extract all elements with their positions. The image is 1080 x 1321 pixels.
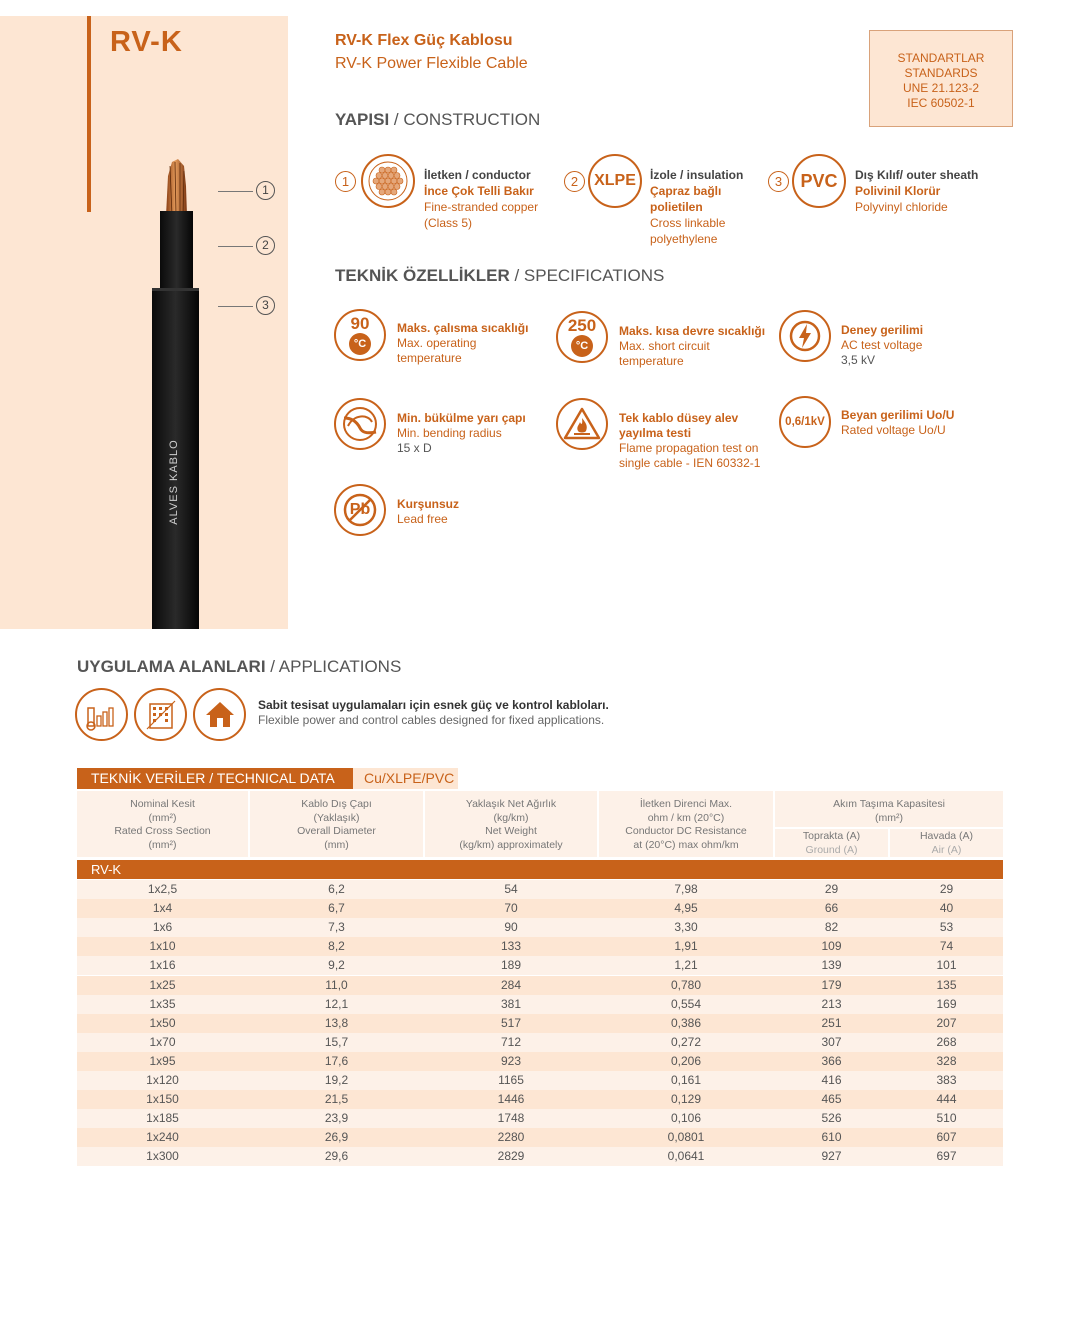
table-row: [77, 1033, 1003, 1052]
lead-free-icon: [334, 484, 386, 536]
cell-resistance: 1,91: [674, 939, 698, 954]
cell-ground-current: 416: [821, 1073, 842, 1087]
rated-voltage-icon: [779, 396, 831, 448]
cell-cross-section: 1x95: [149, 1053, 176, 1068]
header-line: (mm²): [148, 811, 177, 824]
spec-desc: Flame propagation test on: [619, 441, 759, 455]
construction-material-tr: Polivinil Klorür: [855, 184, 941, 198]
specifications-heading: [335, 266, 664, 286]
standard-item: IEC 60502-1: [907, 96, 975, 110]
spec-desc: AC test voltage: [841, 338, 923, 352]
spec-text-5: [619, 411, 769, 471]
rated-voltage-icon-text: 0,6/1kV: [785, 416, 825, 428]
construction-material-en: Fine-stranded copper: [424, 200, 539, 214]
header-resistance: [599, 791, 773, 857]
header-ground: [775, 829, 888, 857]
bending-radius-icon: [334, 398, 386, 450]
cell-air-current: 383: [936, 1073, 957, 1087]
header-line: Air (A): [931, 843, 962, 856]
construction-material-en: (Class 5): [424, 216, 473, 230]
cell-diameter: 23,9: [324, 1111, 349, 1126]
cell-ground-current: 465: [821, 1092, 842, 1107]
cell-air-current: 510: [936, 1111, 957, 1126]
cell-ground-current: 366: [821, 1053, 842, 1068]
spec-title: Tek kablo düsey alev yayılma testi: [619, 411, 739, 440]
table-row: [77, 1014, 1003, 1033]
cell-diameter: 13,8: [324, 1015, 349, 1030]
spec-desc: temperature: [619, 354, 684, 368]
cell-diameter: 29,6: [324, 1149, 349, 1164]
construction-type: İzole / insulation: [650, 168, 744, 182]
cell-ground-current: 251: [821, 1015, 842, 1030]
cell-cross-section: 1x240: [146, 1130, 179, 1145]
construction-type: Dış Kılıf/ outer sheath: [855, 168, 979, 182]
callout-num-3: 3: [256, 296, 275, 315]
cell-weight: 70: [504, 901, 518, 916]
cell-diameter: 11,0: [325, 977, 348, 992]
construction-material-en: polyethylene: [650, 232, 718, 246]
cell-diameter: 7,3: [328, 920, 345, 935]
header-line: (Yaklaşık): [313, 811, 360, 824]
spec-desc: temperature: [397, 351, 462, 365]
spec-title: Min. bükülme yarı çapı: [397, 411, 526, 425]
max-short-circuit-temp-icon: [556, 311, 608, 363]
callout-line-2: [218, 246, 253, 247]
cell-cross-section: 1x70: [149, 1034, 176, 1049]
cell-cross-section: 1x120: [146, 1073, 179, 1087]
header-weight: [425, 791, 597, 857]
header-line: (mm²): [148, 838, 177, 851]
cell-diameter: 19,2: [324, 1073, 349, 1087]
cell-cross-section: 1x2,5: [147, 882, 178, 896]
header-line: Overall Diameter: [297, 825, 376, 837]
cell-air-current: 135: [936, 977, 957, 992]
cell-resistance: 0,0801: [667, 1130, 705, 1145]
cell-air-current: 697: [936, 1149, 957, 1164]
construction-text-2: [650, 167, 760, 247]
callout-num-2: 2: [256, 236, 275, 255]
cell-resistance: 0,129: [670, 1092, 702, 1107]
header-line: Ground (A): [805, 843, 858, 856]
header-line: (kg/km) approximately: [459, 838, 563, 851]
cell-weight: 1165: [498, 1073, 524, 1087]
header-line: Akım Taşıma Kapasitesi: [833, 798, 945, 810]
cell-weight: 189: [500, 958, 522, 973]
header-line: (mm²): [875, 811, 903, 824]
header-line: Yaklaşık Net Ağırlık: [465, 798, 557, 810]
product-code: RV-K: [110, 26, 183, 58]
cell-resistance: 0,272: [670, 1034, 702, 1049]
construction-text-1: [424, 167, 554, 231]
temp-unit: °C: [349, 333, 371, 355]
product-title-en: RV-K Power Flexible Cable: [335, 55, 528, 72]
cell-diameter: 21,5: [324, 1092, 349, 1107]
spec-desc: Rated voltage Uo/U: [841, 423, 946, 437]
standards-label-en: STANDARDS: [904, 66, 978, 80]
spec-title: Beyan gerilimi Uo/U: [841, 408, 955, 422]
applications-text-en: Flexible power and control cables designed for fixed applications.: [258, 713, 605, 727]
cell-resistance: 4,95: [674, 901, 698, 916]
header-line: Nominal Kesit: [130, 798, 195, 810]
table-row: [77, 956, 1003, 975]
header-diameter: [250, 791, 423, 857]
spec-text-1: [397, 321, 547, 366]
cell-cross-section: 1x4: [152, 901, 173, 916]
cell-ground-current: 139: [821, 958, 842, 973]
industrial-application-icon: [75, 688, 128, 741]
cell-resistance: 3,30: [674, 920, 698, 935]
cell-weight: 284: [500, 977, 522, 992]
lead-free-icon-text: Pb: [349, 501, 371, 518]
cell-ground-current: 29: [824, 882, 839, 896]
header-line: at (20°C) max ohm/km: [633, 838, 739, 851]
cell-air-current: 53: [939, 920, 954, 935]
cell-ground-current: 526: [821, 1111, 842, 1126]
cell-resistance: 0,386: [670, 1015, 702, 1030]
cell-weight: 712: [500, 1034, 522, 1049]
cell-diameter: 6,7: [328, 901, 345, 916]
header-line: ohm / km (20°C): [647, 811, 725, 824]
table-row: [77, 995, 1003, 1014]
spec-title: Kurşunsuz: [397, 497, 460, 511]
specifications-heading-tr: TEKNİK ÖZELLİKLER: [335, 266, 510, 285]
construction-material-tr: İnce Çok Telli Bakır: [424, 184, 534, 198]
construction-heading-en: / CONSTRUCTION: [389, 110, 541, 129]
spec-title: Maks. çalısma sıcaklığı: [397, 321, 529, 335]
cell-resistance: 0,161: [670, 1073, 702, 1087]
table-row: [77, 1128, 1003, 1147]
cell-cross-section: 1x150: [146, 1092, 179, 1107]
spec-title: Deney gerilimi: [841, 323, 924, 337]
table-row: [77, 880, 1003, 899]
construction-num-2: 2: [564, 171, 585, 192]
construction-heading: [335, 110, 540, 130]
table-row: [77, 1071, 1003, 1090]
spec-desc: single cable - IEN 60332-1: [619, 456, 761, 470]
cell-ground-current: 82: [824, 920, 839, 935]
cell-diameter: 17,6: [324, 1053, 349, 1068]
header-line: (mm): [324, 838, 349, 851]
callout-line-1: [218, 191, 253, 192]
callout-line-3: [218, 306, 253, 307]
header-line: Toprakta (A): [802, 830, 861, 842]
cell-diameter: 26,9: [324, 1130, 349, 1145]
construction-type: İletken / conductor: [424, 168, 531, 182]
cell-air-current: 169: [936, 996, 957, 1011]
spec-desc: Min. bending radius: [397, 426, 502, 440]
temp-value: 90: [350, 314, 370, 333]
cable-illustration: [0, 16, 288, 629]
table-row: [77, 1109, 1003, 1128]
cell-weight: 1446: [497, 1092, 525, 1107]
cell-air-current: 29: [939, 882, 954, 896]
product-title-tr: RV-K Flex Güç Kablosu: [335, 32, 513, 49]
cell-ground-current: 927: [821, 1149, 842, 1164]
header-line: (kg/km): [493, 811, 529, 824]
cell-resistance: 0,106: [670, 1111, 702, 1126]
table-row: [77, 1090, 1003, 1109]
cell-ground-current: 66: [824, 901, 839, 916]
temp-value: 250: [567, 316, 597, 335]
building-application-icon: [134, 688, 187, 741]
cable-print-text: ALVES KABLO: [168, 439, 180, 525]
cell-resistance: 0,780: [670, 977, 702, 992]
home-application-icon: [193, 688, 246, 741]
cell-cross-section: 1x50: [149, 1015, 176, 1030]
cell-resistance: 0,206: [670, 1053, 702, 1068]
standards-box: [869, 30, 1013, 127]
spec-text-4: [397, 411, 547, 456]
cell-air-current: 207: [936, 1015, 957, 1030]
header-current-capacity: [775, 791, 1003, 827]
cell-ground-current: 179: [821, 977, 842, 992]
spec-value: 15 x D: [397, 441, 432, 455]
flame-test-icon: [556, 398, 608, 450]
table-row: [77, 1147, 1003, 1166]
header-line: Kablo Dış Çapı: [301, 798, 372, 810]
material-label: Cu/XLPE/PVC: [353, 768, 458, 789]
cell-weight: 1748: [497, 1111, 525, 1126]
cell-cross-section: 1x16: [149, 958, 176, 973]
table-row: [77, 899, 1003, 918]
cell-air-current: 101: [936, 958, 957, 973]
spec-desc: Max. short circuit: [619, 339, 710, 353]
cable-image-panel: [0, 16, 288, 629]
standards-label-tr: STANDARTLAR: [897, 51, 985, 65]
applications-heading-en: / APPLICATIONS: [265, 657, 402, 676]
cell-air-current: 328: [936, 1053, 957, 1068]
temp-unit: °C: [571, 335, 593, 357]
callout-num-1: 1: [256, 181, 275, 200]
cell-air-current: 444: [936, 1092, 957, 1107]
cell-resistance: 1,21: [674, 958, 698, 973]
cell-diameter: 6,2: [328, 882, 345, 896]
technical-data-tab-en: / TECHNICAL DATA: [205, 770, 335, 786]
cell-air-current: 74: [939, 939, 954, 954]
cell-cross-section: 1x35: [149, 996, 176, 1011]
cell-cross-section: 1x25: [149, 977, 176, 992]
cell-cross-section: 1x300: [146, 1149, 179, 1164]
construction-material-tr: Çapraz bağlı polietilen: [650, 184, 722, 214]
construction-num-1: 1: [335, 171, 356, 192]
construction-num-3: 3: [768, 171, 789, 192]
cell-weight: 133: [500, 939, 522, 954]
header-line: Rated Cross Section: [114, 825, 211, 837]
spec-text-7: [397, 497, 547, 527]
cell-ground-current: 307: [821, 1034, 842, 1049]
applications-heading-tr: UYGULAMA ALANLARI: [77, 657, 266, 676]
construction-material-en: Cross linkable: [650, 216, 726, 230]
header-line: Havada (A): [919, 830, 974, 842]
cell-diameter: 8,2: [328, 939, 345, 954]
technical-data-tab-tr: TEKNİK VERİLER: [91, 770, 206, 786]
cell-weight: 54: [504, 882, 518, 896]
spec-text-6: [841, 408, 991, 438]
table-row: [77, 937, 1003, 956]
cell-weight: 923: [500, 1053, 522, 1068]
cell-air-current: 268: [936, 1034, 957, 1049]
cell-weight: 517: [500, 1015, 522, 1030]
cell-diameter: 12,1: [324, 996, 349, 1011]
cell-cross-section: 1x6: [152, 920, 173, 935]
xlpe-icon-text: XLPE: [594, 172, 636, 189]
applications-heading: [77, 657, 401, 677]
cell-weight: 2280: [497, 1130, 525, 1145]
spec-text-2: [619, 324, 769, 369]
cell-ground-current: 610: [821, 1130, 842, 1145]
accent-bar: [87, 16, 91, 212]
header-line: Conductor DC Resistance: [625, 825, 747, 837]
construction-heading-tr: YAPISI: [335, 110, 390, 129]
header-air: [890, 829, 1003, 857]
table-row: [77, 1052, 1003, 1071]
spec-desc: Max. operating: [397, 336, 477, 350]
xlpe-icon: [588, 154, 642, 208]
spec-text-3: [841, 323, 991, 368]
table-row: [77, 976, 1003, 995]
cell-weight: 90: [504, 920, 518, 935]
max-operating-temp-icon: [334, 309, 386, 361]
spec-desc: Lead free: [397, 512, 448, 526]
pvc-icon: [792, 154, 846, 208]
cell-cross-section: 1x185: [146, 1111, 179, 1126]
spec-value: 3,5 kV: [841, 353, 876, 367]
cell-air-current: 607: [936, 1130, 957, 1145]
cell-resistance: 0,0641: [667, 1149, 705, 1164]
cell-diameter: 15,7: [324, 1034, 349, 1049]
pvc-icon-text: PVC: [800, 170, 838, 191]
applications-text-tr: Sabit tesisat uygulamaları için esnek güç ve kontrol kabloları.: [258, 698, 609, 712]
technical-data-tab: [77, 768, 353, 789]
cell-ground-current: 109: [821, 939, 842, 954]
standard-item: UNE 21.123-2: [902, 81, 980, 95]
construction-text-3: [855, 167, 1005, 215]
construction-material-en: Polyvinyl chloride: [855, 200, 948, 214]
cell-air-current: 40: [939, 901, 954, 916]
cell-diameter: 9,2: [328, 958, 345, 973]
header-line: İletken Direnci Max.: [639, 798, 733, 810]
cell-resistance: 7,98: [674, 882, 698, 896]
strands-icon: [361, 154, 415, 208]
cell-resistance: 0,554: [670, 996, 702, 1011]
table-group-row: RV-K: [77, 860, 1003, 879]
cell-weight: 381: [500, 996, 522, 1011]
cell-cross-section: 1x10: [149, 939, 176, 954]
specifications-heading-en: / SPECIFICATIONS: [509, 266, 665, 285]
table-row: [77, 918, 1003, 937]
cell-weight: 2829: [497, 1149, 525, 1164]
header-cross-section: [77, 791, 248, 857]
header-line: Net Weight: [485, 825, 537, 837]
cell-ground-current: 213: [821, 996, 842, 1011]
spec-title: Maks. kısa devre sıcaklığı: [619, 324, 766, 338]
test-voltage-icon: [779, 310, 831, 362]
